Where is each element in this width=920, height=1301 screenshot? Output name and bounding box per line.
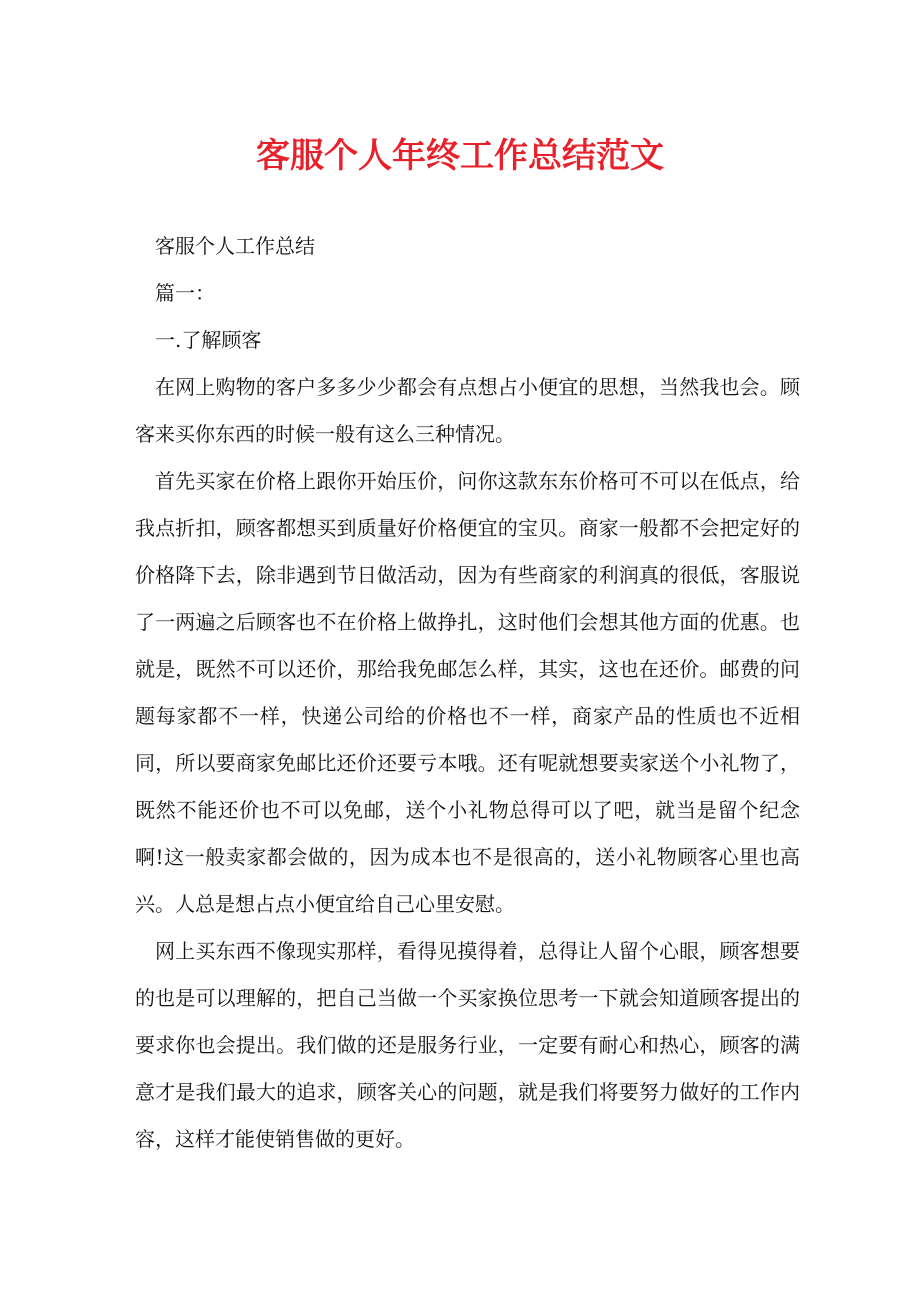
section-label: 篇一： [155, 281, 215, 305]
document-body [135, 223, 800, 1163]
section-heading: 一.了解顾客 [155, 328, 262, 352]
paragraph-1: 在网上购物的客户多多少少都会有点想占小便宜的思想，当然我也会。顾客来买你东西的时候一般有这么三种情况。 [135, 375, 800, 446]
paragraph-2: 首先买家在价格上跟你开始压价，问你这款东东价格可不可以在低点，给我点折扣，顾客都想买到质量好价格便宜的宝贝。商家一般都不会把定好的价格降下去，除非遇到节日做活动，因为有些商家的利润真的很低，客服说了一两遍之后顾客也不在价格上做挣扎，这时他们会想其他方面的优惠。也就是，既然不可以还价，那给我免邮怎么样，其实，这也在还价。邮费的问题每家都不一样，快递公司给的价格也不一样，商家产品的性质也不近相同，所以要商家免邮比还价还要亏本哦。还有呢就想要卖家送个小礼物了，既然不能还价也不可以免邮，送个小礼物总得可以了吧，就当是留个纪念啊!这一般卖家都会做的，因为成本也不是很高的，送小礼物顾客心里也高兴。人总是想占点小便宜给自己心里安慰。 [135, 469, 800, 916]
subtitle: 客服个人工作总结 [155, 234, 315, 258]
paragraph-3: 网上买东西不像现实那样，看得见摸得着，总得让人留个心眼，顾客想要的也是可以理解的，把自己当做一个买家换位思考一下就会知道顾客提出的要求你也会提出。我们做的还是服务行业，一定要有耐心和热心，顾客的满意才是我们最大的追求，顾客关心的问题，就是我们将要努力做好的工作内容，这样才能使销售做的更好。 [135, 939, 800, 1151]
document-title: 客服个人年终工作总结范文 [256, 136, 664, 176]
